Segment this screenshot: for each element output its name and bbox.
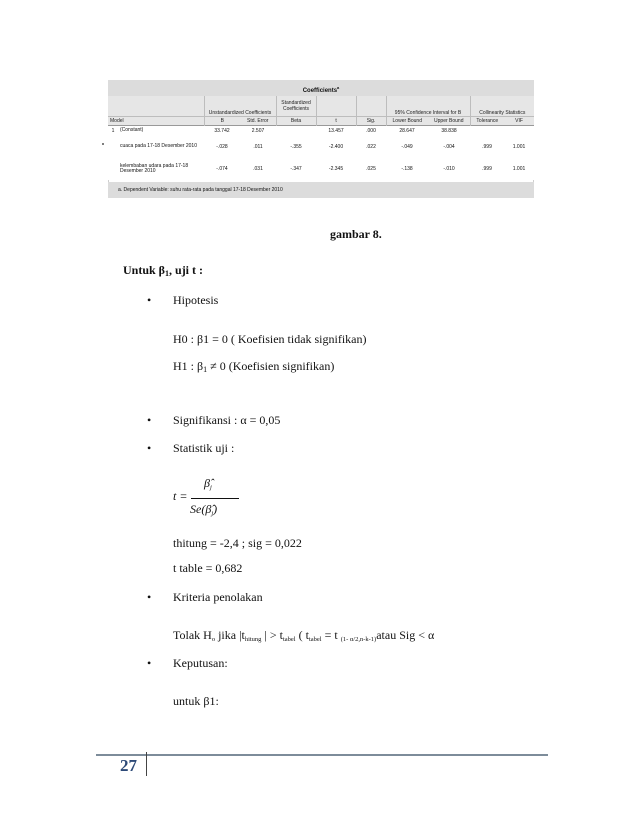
ttable-line: t table = 0,682 [173,561,243,575]
table-row: 1 (Constant) 33.742 2.507 13.457 .000 28.647 38.838 [108,126,534,137]
hypothesis-h1: H1 : $\beta_1 \ne 0$ (Koefisien signifikan) [173,359,335,374]
header-unstandardized: Unstandardized Coefficients [204,96,276,117]
keputusan-label: Keputusan: [173,656,228,670]
bullet: • [147,293,152,307]
thitung-line: thitung = -2,4 ; sig = 0,022 [173,536,302,550]
stray-dot [102,143,104,145]
col-vif: VIF [504,117,534,126]
footer-divider [146,752,147,776]
col-model: Model [108,117,204,126]
table-row: cuaca pada 17-18 Desember 2010 -.028 .011 -.355 -2.400 .022 -.049 -.004 .999 1.001 [108,136,534,158]
section-heading: Untuk $\beta_1$, uji t : [123,263,204,278]
col-b: B [204,117,240,126]
page-number: 27 [120,756,137,775]
coefficients-table [108,96,534,180]
bullet: • [147,413,152,427]
bullet: • [147,656,152,670]
keputusan-text: untuk β1: [173,694,219,708]
col-t: t [316,117,356,126]
signifikansi-line: Signifikansi : α = 0,05 [173,413,281,427]
t-statistic-formula: t = β̂j Se(β̂j) [171,476,251,536]
kriteria-rule: Tolak Ho jika |thitung | > ttabel ( ttabel = t (1- α/2,n-k-1)atau Sig < α [173,628,435,643]
hipotesis-label: Hipotesis [173,293,219,307]
footer-rule [96,754,548,756]
col-lower-bound: Lower Bound [386,117,428,126]
col-beta: Beta [276,117,316,126]
bullet: • [147,441,152,455]
coefficients-table-image [108,80,534,198]
header-confidence-interval: 95% Confidence Interval for B [386,96,470,117]
figure-caption: gambar 8. [330,227,382,241]
header-standardized: Standardized Coefficients [276,96,316,117]
col-std-error: Std. Error [240,117,276,126]
table-footnote: a. Dependent Variable: suhu rata-rata pada tanggal 17-18 Desember 2010 [108,182,534,198]
table-row: kelembaban udara pada 17-18 Desember 2010 -.074 .031 -.347 -2.345 .025 -.138 -.010 .999 1.001 [108,158,534,180]
fraction-bar [191,498,239,499]
header-collinearity: Collinearity Statistics [470,96,534,117]
table-title: Coefficients$^a$ [108,80,534,96]
col-upper-bound: Upper Bound [428,117,470,126]
col-sig: Sig. [356,117,386,126]
kriteria-label: Kriteria penolakan [173,590,263,604]
hypothesis-h0: H0 : β1 = 0 ( Koefisien tidak signifikan) [173,332,367,346]
col-tolerance: Tolerance [470,117,504,126]
statistik-label: Statistik uji : [173,441,235,455]
bullet: • [147,590,152,604]
